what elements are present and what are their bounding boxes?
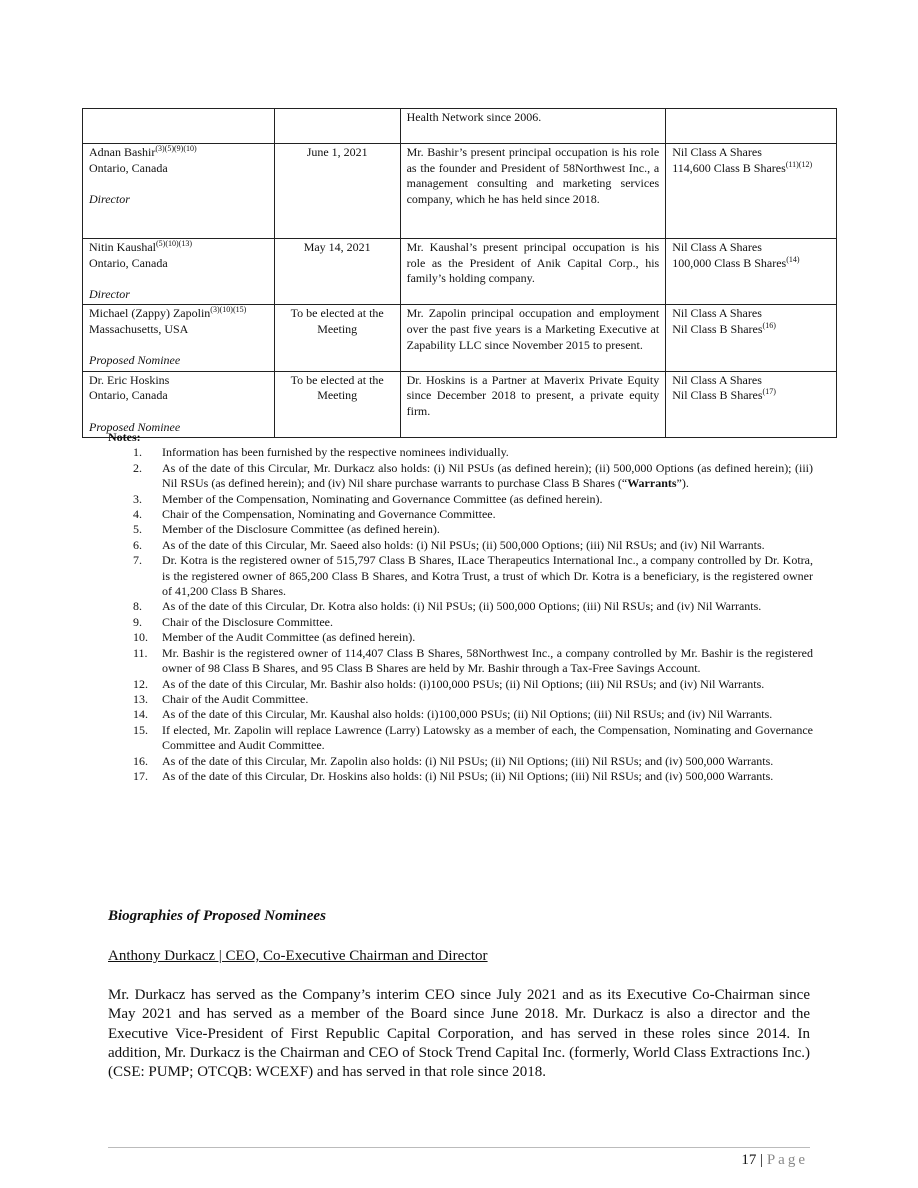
note-item xyxy=(108,522,813,537)
note-text: Mr. Bashir is the registered owner of 114,407 Class B Shares, 58Northwest Inc., a company controlled by Mr. Bashir is the registered owner of 98 Class B Shares, and 95 Class B Shares are held by Mr. Bashir through a Tax-Free Savings Account. xyxy=(162,645,813,676)
shares-cell: Nil Class A Shares 100,000 Class B Shares$^{(14)}$ xyxy=(666,239,837,305)
note-item xyxy=(108,445,813,460)
note-item xyxy=(108,769,813,784)
occupation-cell: Mr. Bashir’s present principal occupation is his role as the founder and President of 58Northwest Inc., a management consulting and marketing services company, which he has held since 2018. xyxy=(400,144,666,239)
notes-list xyxy=(108,445,813,784)
note-number: 12. xyxy=(133,676,148,691)
page-number: 17 xyxy=(741,1152,757,1168)
director-since-cell: To be elected at the Meeting xyxy=(274,371,400,437)
note-item xyxy=(108,599,813,614)
note-text: Dr. Kotra is the registered owner of 515,797 Class B Shares, ILace Therapeutics International Inc., a company controlled by Dr. Kotra, is the registered owner of 865,200 Class B Shares, and Kotra Trust, a trust of which Dr. Kotra is a beneficiary, is the registered owner of 41,200 Class B Shares. xyxy=(162,553,813,599)
note-number: 11. xyxy=(133,645,148,660)
note-text: Member of the Audit Committee (as defined herein). xyxy=(162,630,416,645)
nominee-location: Ontario, Canada xyxy=(89,388,168,403)
note-text: Chair of the Audit Committee. xyxy=(162,691,309,706)
note-text: As of the date of this Circular, Mr. Kaushal also holds: (i)100,000 PSUs; (ii) Nil Options; (iii) Nil RSUs; and (iv) Nil Warrants. xyxy=(162,707,773,722)
note-text: If elected, Mr. Zapolin will replace Lawrence (Larry) Latowsky as a member of each, the Compensation, Nominating and Governance Committee and Audit Committee. xyxy=(162,722,813,753)
director-since-cell: June 1, 2021 xyxy=(274,144,400,239)
occupation-cell: Mr. Kaushal’s present principal occupation is his role as the President of Anik Capital Corp., his family’s holding company. xyxy=(400,239,666,305)
note-number: 16. xyxy=(133,753,148,768)
note-number: 4. xyxy=(133,507,142,522)
occupation-cell: Dr. Hoskins is a Partner at Maverix Private Equity since December 2018 to present, a private equity firm. xyxy=(400,371,666,437)
note-item xyxy=(108,692,813,707)
note-number: 3. xyxy=(133,491,142,506)
note-text: Chair of the Disclosure Committee. xyxy=(162,614,333,629)
note-number: 14. xyxy=(133,707,148,722)
nominees-table xyxy=(82,108,837,438)
nominee-name: Michael (Zappy) Zapolin xyxy=(89,306,211,321)
note-item xyxy=(108,538,813,553)
nominee-subheading: Anthony Durkacz | CEO, Co-Executive Chairman and Director xyxy=(108,948,488,964)
footer-divider xyxy=(108,1147,810,1148)
biography-paragraph: Mr. Durkacz has served as the Company’s interim CEO since July 2021 and as its Executive Co-Chairman since May 2021 and has served as a member of the Board since June 2018. Mr. Durkacz is also a director and the Executive Vice-President of First Republic Capital Corporation, and has served in these roles since 2014. In addition, Mr. Durkacz is the Chairman and CEO of Stock Trend Capital Inc. (formerly, World Class Extractions Inc.) (CSE: PUMP; OTCQB: WCEXF) and has served in that role since 2018. xyxy=(108,987,810,1081)
nominee-location: Ontario, Canada xyxy=(89,160,168,175)
note-item xyxy=(108,461,813,492)
note-item xyxy=(108,507,813,522)
note-text: Chair of the Compensation, Nominating and Governance Committee. xyxy=(162,507,496,522)
note-number: 5. xyxy=(133,522,142,537)
page-label: Page xyxy=(766,1152,808,1168)
nominee-role: Director xyxy=(89,286,130,301)
nominee-location: Ontario, Canada xyxy=(89,255,168,270)
nominee-name: Nitin Kaushal xyxy=(89,240,156,254)
nominee-cell xyxy=(83,144,275,239)
note-text: Member of the Compensation, Nominating and Governance Committee (as defined herein). xyxy=(162,491,603,506)
nominee-name: Dr. Eric Hoskins xyxy=(89,372,170,387)
note-item xyxy=(108,615,813,630)
shares-cell: Nil Class A Shares 114,600 Class B Shares$^{(11)(12)}$ xyxy=(666,144,837,239)
occupation-cell: Mr. Zapolin principal occupation and employment over the past five years is a Marketing Executive at Zapability LLC since November 2015 to present. xyxy=(400,305,666,371)
nominee-location: Massachusetts, USA xyxy=(89,321,189,336)
table-row xyxy=(83,144,837,239)
note-text: As of the date of this Circular, Mr. Saeed also holds: (i) Nil PSUs; (ii) 500,000 Options; (iii) Nil RSUs; and (iv) Nil Warrants. xyxy=(162,537,765,552)
note-number: 10. xyxy=(133,630,148,645)
notes-section xyxy=(108,430,813,784)
director-since-cell: To be elected at the Meeting xyxy=(274,305,400,371)
nominee-cell xyxy=(83,305,275,371)
note-item xyxy=(108,492,813,507)
nominee-cell xyxy=(83,371,275,437)
note-number: 15. xyxy=(133,722,148,737)
nominee-name: Adnan Bashir xyxy=(89,145,156,159)
note-item xyxy=(108,553,813,599)
note-number: 6. xyxy=(133,537,142,552)
note-text: As of the date of this Circular, Mr. Zapolin also holds: (i) Nil PSUs; (ii) Nil Options; (iii) Nil RSUs; and (iv) 500,000 Warrants. xyxy=(162,753,774,768)
table-row xyxy=(83,239,837,305)
note-number: 17. xyxy=(133,768,148,783)
note-number: 7. xyxy=(133,553,142,568)
note-item xyxy=(108,754,813,769)
nominee-role: Director xyxy=(89,191,130,206)
director-since-cell: May 14, 2021 xyxy=(274,239,400,305)
nominee-cell xyxy=(83,239,275,305)
note-item xyxy=(108,630,813,645)
shares-cell: Nil Class A Shares Nil Class B Shares$^{(17)}$ xyxy=(666,371,837,437)
note-text: Information has been furnished by the respective nominees individually. xyxy=(162,445,509,460)
note-text: As of the date of this Circular, Dr. Hoskins also holds: (i) Nil PSUs; (ii) Nil Options; (iii) Nil RSUs; and (iv) 500,000 Warrants. xyxy=(162,768,774,783)
note-refs: (3)(5)(9)(10) xyxy=(155,144,197,153)
note-text: As of the date of this Circular, Mr. Durkacz also holds: (i) Nil PSUs (as defined herein); (ii) 500,000 Options (as defined herein); (iii) Nil RSUs (as defined herein); and (iv) Nil share purchase warrants to purchase Class B Shares (“Warrants”). xyxy=(162,460,813,491)
note-number: 8. xyxy=(133,599,142,614)
table-row xyxy=(83,109,837,144)
note-item xyxy=(108,707,813,722)
nominee-role: Proposed Nominee xyxy=(89,419,181,434)
occupation-cell: Health Network since 2006. xyxy=(400,109,666,144)
page-footer: 17 | Page xyxy=(741,1152,808,1168)
note-number: 2. xyxy=(133,460,142,475)
note-refs: (5)(10)(13) xyxy=(156,239,192,248)
note-text: Member of the Disclosure Committee (as defined herein). xyxy=(162,522,440,537)
section-heading: Biographies of Proposed Nominees xyxy=(108,908,326,924)
note-text: As of the date of this Circular, Mr. Bashir also holds: (i)100,000 PSUs; (ii) Nil Options; (iii) Nil RSUs; and (iv) Nil Warrants. xyxy=(162,676,765,691)
table-row xyxy=(83,305,837,371)
notes-heading: Notes: xyxy=(108,430,141,444)
note-item xyxy=(108,677,813,692)
shares-cell: Nil Class A Shares Nil Class B Shares$^{(16)}$ xyxy=(666,305,837,371)
nominee-role: Proposed Nominee xyxy=(89,353,181,368)
note-refs: (3)(10)(15) xyxy=(210,305,247,315)
note-number: 9. xyxy=(133,614,142,629)
note-text: As of the date of this Circular, Dr. Kotra also holds: (i) Nil PSUs; (ii) 500,000 Options; (iii) Nil RSUs; and (iv) Nil Warrants. xyxy=(162,599,762,614)
note-item xyxy=(108,646,813,677)
table-row xyxy=(83,371,837,437)
note-item xyxy=(108,723,813,754)
note-number: 13. xyxy=(133,691,148,706)
note-number: 1. xyxy=(133,445,142,460)
